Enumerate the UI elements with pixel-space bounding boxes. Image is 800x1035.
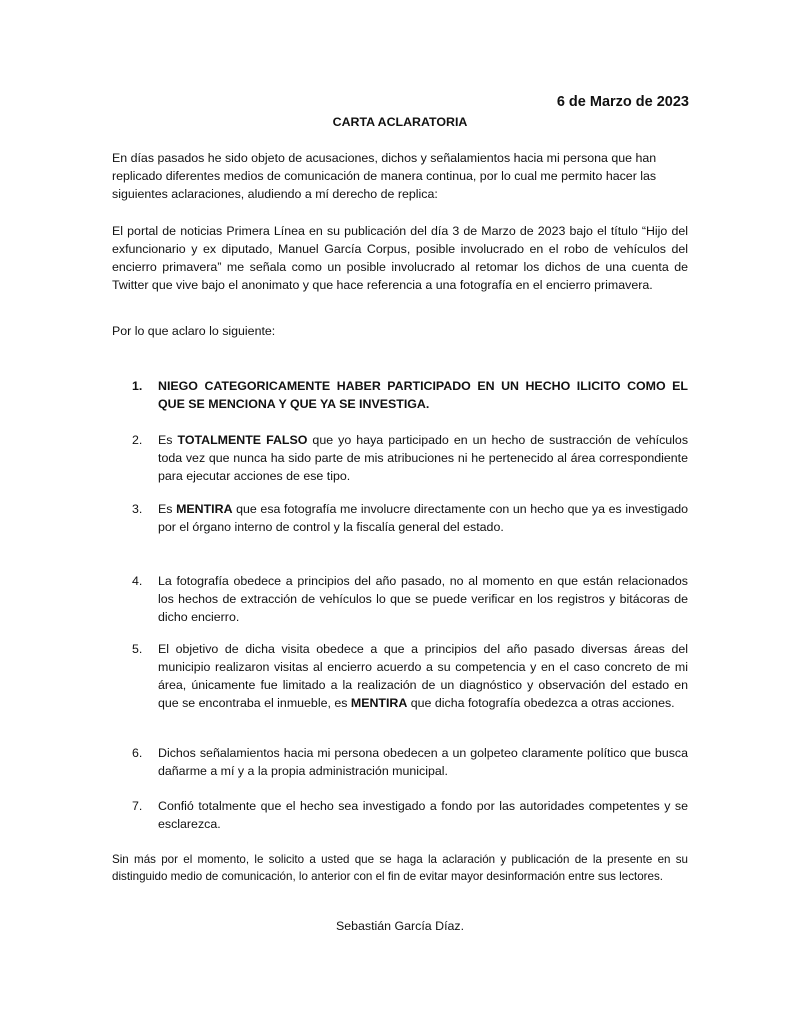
- transition-paragraph: Por lo que aclaro lo siguiente:: [112, 324, 276, 338]
- list-text-pre: El objetivo de dicha visita obedece a que a principios del año pasado diversas áreas del municipio realizaron visitas al encierro acuerdo a su competencia y en el caso concreto de mi área, únicamente fue limitado a la realización de un diagnóstico y observación del estado en que se encontraba el inmueble, es: [158, 642, 688, 710]
- list-text: [158, 500, 688, 536]
- list-text-pre: Es: [158, 502, 177, 516]
- intro-paragraph: En días pasados he sido objeto de acusaciones, dichos y señalamientos hacia mi persona que han replicado diferentes medios de comunicación de manera continua, por lo cual me permito hacer las siguientes aclaraciones, aludiendo a mí derecho de replica:: [112, 151, 657, 201]
- list-text: Confió totalmente que el hecho sea investigado a fondo por las autoridades competentes y se esclarezca.: [158, 799, 688, 831]
- emphasis-text: TOTALMENTE FALSO: [177, 433, 308, 447]
- context-paragraph: El portal de noticias Primera Línea en su publicación del día 3 de Marzo de 2023 bajo el título “Hijo del exfuncionario y ex diputado, Manuel García Corpus, posible involucrado en el robo de vehículos del encierro primavera” me señala como un posible involucrado al retomar los dichos de una cuenta de Twitter que vive bajo el anonimato y que hace referencia a una fotografía en el encierro primavera.: [112, 224, 688, 292]
- list-text-post: que yo haya participado en un hecho de sustracción de vehículos toda vez que nunca ha sido parte de mis atribuciones ni he pertenecido al área correspondiente para ejecutar acciones de ese tipo.: [158, 433, 689, 483]
- signature: Sebastián García Díaz.: [335, 919, 465, 933]
- list-text: [158, 640, 688, 712]
- list-text-pre: Es: [158, 433, 178, 447]
- list-text: La fotografía obedece a principios del año pasado, no al momento en que están relacionados los hechos de extracción de vehículos lo que se puede verificar en los registros y bitácoras de dicho encierro.: [158, 574, 688, 624]
- list-number: 4.: [132, 574, 143, 588]
- letter-date: 6 de Marzo de 2023: [556, 94, 689, 110]
- list-number: 3.: [132, 502, 143, 516]
- emphasis-text: MENTIRA: [350, 696, 408, 710]
- list-text: Dichos señalamientos hacia mi persona obedecen a un golpeteo claramente político que busca dañarme a mí y a la propia administración municipal.: [158, 746, 688, 778]
- closing-paragraph: Sin más por el momento, le solicito a usted que se haga la aclaración y publicación de la presente en su distinguido medio de comunicación, lo anterior con el fin de evitar mayor desinformación entre sus lectores.: [112, 853, 688, 883]
- list-text: [158, 431, 688, 485]
- list-number: 5.: [132, 642, 143, 656]
- list-number: 6.: [132, 746, 143, 760]
- list-text: NIEGO CATEGORICAMENTE HABER PARTICIPADO EN UN HECHO ILICITO COMO EL QUE SE MENCIONA Y QUE YA SE INVESTIGA.: [158, 379, 688, 411]
- list-number: 1.: [132, 379, 143, 393]
- list-number: 7.: [132, 799, 143, 813]
- emphasis-text: MENTIRA: [176, 502, 233, 516]
- list-text-post: que esa fotografía me involucre directamente con un hecho que ya es investigado por el órgano interno de control y la fiscalía general del estado.: [158, 502, 688, 534]
- list-text-post: que dicha fotografía obedezca a otras acciones.: [407, 696, 675, 710]
- letter-title: CARTA ACLARATORIA: [332, 115, 468, 129]
- list-number: 2.: [132, 433, 143, 447]
